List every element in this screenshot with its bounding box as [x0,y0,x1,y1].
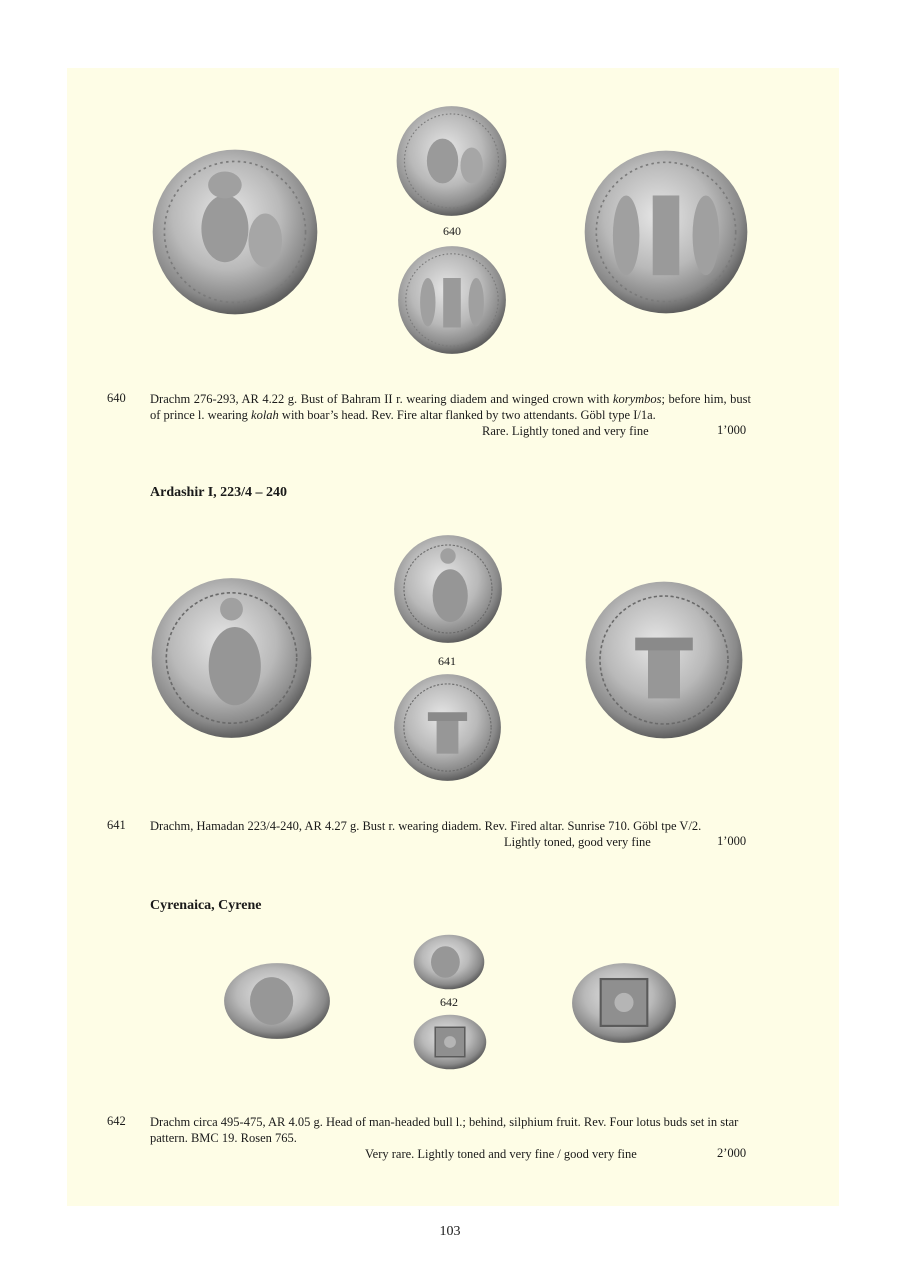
description-text: Drachm, Hamadan 223/4-240, AR 4.27 g. Bust r. wearing diadem. Rev. Fired altar. Sunrise 710. Göbl tpe V/2. [150,819,702,833]
lot-caption: 640 [443,224,461,238]
coin-642-obverse-small [413,934,485,990]
lot-number: 642 [107,1114,126,1128]
coin-640-reverse-small [397,244,507,356]
lot-caption: 641 [438,654,456,668]
lot-condition: Very rare. Lightly toned and very fine / good very fine [365,1147,637,1161]
section-heading: Ardashir I, 223/4 – 240 [150,485,288,500]
description-text: Drachm 276-293, AR 4.22 g. Bust of Bahram II r. wearing diadem and winged crown with [150,392,613,406]
description-italic: korymbos [612,392,662,406]
description-italic: kolah [251,408,279,422]
lot-condition: Rare. Lightly toned and very fine [482,424,649,438]
section-heading: Cyrenaica, Cyrene [150,898,262,913]
coin-640-obverse-large [150,148,320,316]
lot-caption: 642 [440,995,458,1009]
lot-description [150,1114,751,1146]
coin-642-reverse-small [413,1014,487,1070]
lot-description [150,818,751,834]
coin-640-obverse-small [395,105,508,217]
lot-description [150,391,751,423]
coin-640-reverse-large [583,148,749,316]
coin-641-reverse-small [391,673,504,782]
lot-price: 1’000 [717,834,747,848]
coin-642-reverse-large [571,962,677,1044]
lot-number: 640 [107,391,126,405]
coin-641-obverse-small [393,533,503,645]
description-text: Drachm circa 495-475, AR 4.05 g. Head of man-headed bull l.; behind, silphium fruit. Rev. Four lotus buds set in star pattern. BMC 19. Rosen 765. [150,1115,739,1145]
lot-number: 641 [107,818,126,832]
description-text: with boar’s head. Rev. Fire altar flanked by two attendants. Göbl type I/1a. [278,408,656,422]
lot-price: 1’000 [717,423,747,437]
lot-condition: Lightly toned, good very fine [504,835,651,849]
coin-641-obverse-large [150,574,313,742]
lot-price: 2’000 [717,1146,747,1160]
coin-641-reverse-large [581,580,747,740]
coin-642-obverse-large [223,962,331,1040]
page-number: 103 [439,1224,461,1239]
description-text: ; before him, bust of prince l. wearing [150,392,751,422]
